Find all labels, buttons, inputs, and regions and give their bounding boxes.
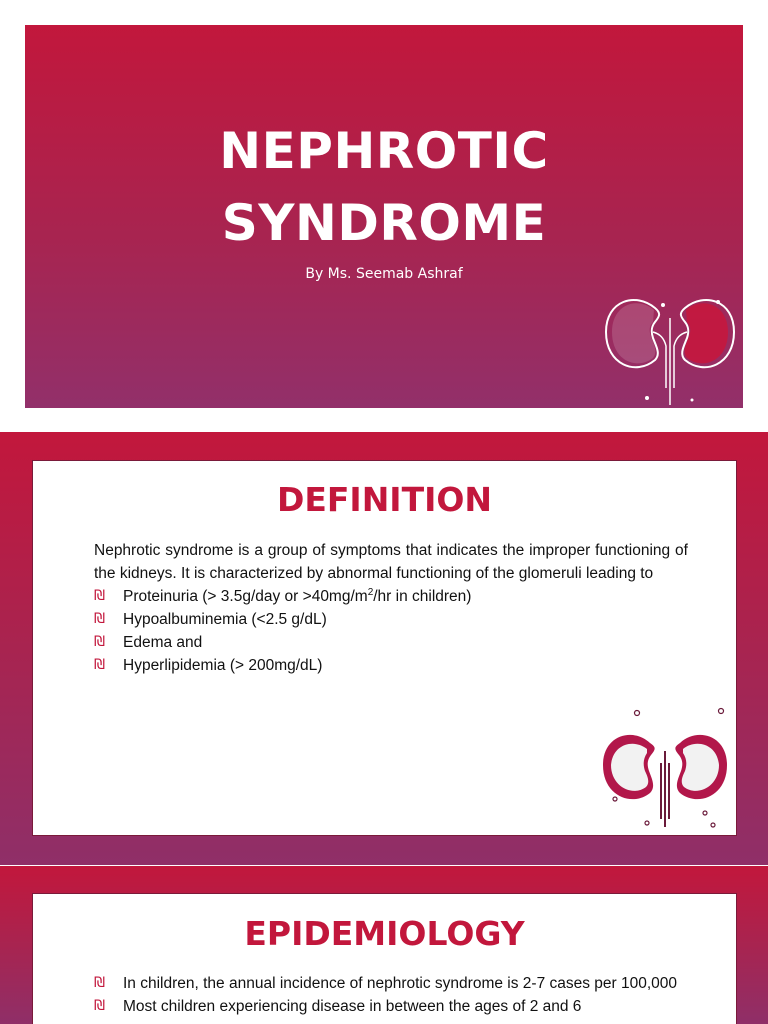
definition-body xyxy=(94,539,688,677)
list-item: ₪ Edema and xyxy=(94,631,688,654)
title-slide xyxy=(25,25,743,408)
list-item: ₪ Proteinuria (> 3.5g/day or $>40mg/m^2/hr$ in children) xyxy=(94,585,688,608)
epidemiology-bullet-list xyxy=(94,972,688,1018)
author-byline: By Ms. Seemab Ashraf xyxy=(305,266,463,282)
title-line-2: SYNDROME xyxy=(221,194,547,252)
title-line-1: NEPHROTIC xyxy=(219,122,549,180)
bullet-icon: ₪ xyxy=(94,611,105,627)
definition-heading: DEFINITION xyxy=(276,480,493,519)
bullet-icon: ₪ xyxy=(94,998,105,1014)
bullet-icon: ₪ xyxy=(94,975,105,991)
epidemiology-card xyxy=(32,893,737,1024)
kidney-icon xyxy=(600,270,740,405)
bullet-icon: ₪ xyxy=(94,657,105,673)
bullet-icon: ₪ xyxy=(94,588,105,604)
list-item: ₪ Hyperlipidemia (> 200mg/dL) xyxy=(94,654,688,677)
definition-paragraph: Nephrotic syndrome is a group of symptoms that indicates the improper functioning of the kidneys. It is characterized by abnormal functioning of the glomeruli leading to xyxy=(94,542,688,582)
definition-bullet-list xyxy=(94,585,688,677)
kidney-icon xyxy=(595,703,735,831)
list-item: ₪ Most children experiencing disease in between the ages of 2 and 6 xyxy=(94,995,688,1018)
definition-card xyxy=(32,460,737,836)
epidemiology-body xyxy=(94,972,688,1018)
bullet-icon: ₪ xyxy=(94,634,105,650)
slide-title xyxy=(25,115,743,259)
list-item: ₪ Hypoalbuminemia (<2.5 g/dL) xyxy=(94,608,688,631)
list-item: ₪ In children, the annual incidence of nephrotic syndrome is 2-7 cases per 100,000 xyxy=(94,972,688,995)
epidemiology-heading: EPIDEMIOLOGY xyxy=(244,914,525,953)
